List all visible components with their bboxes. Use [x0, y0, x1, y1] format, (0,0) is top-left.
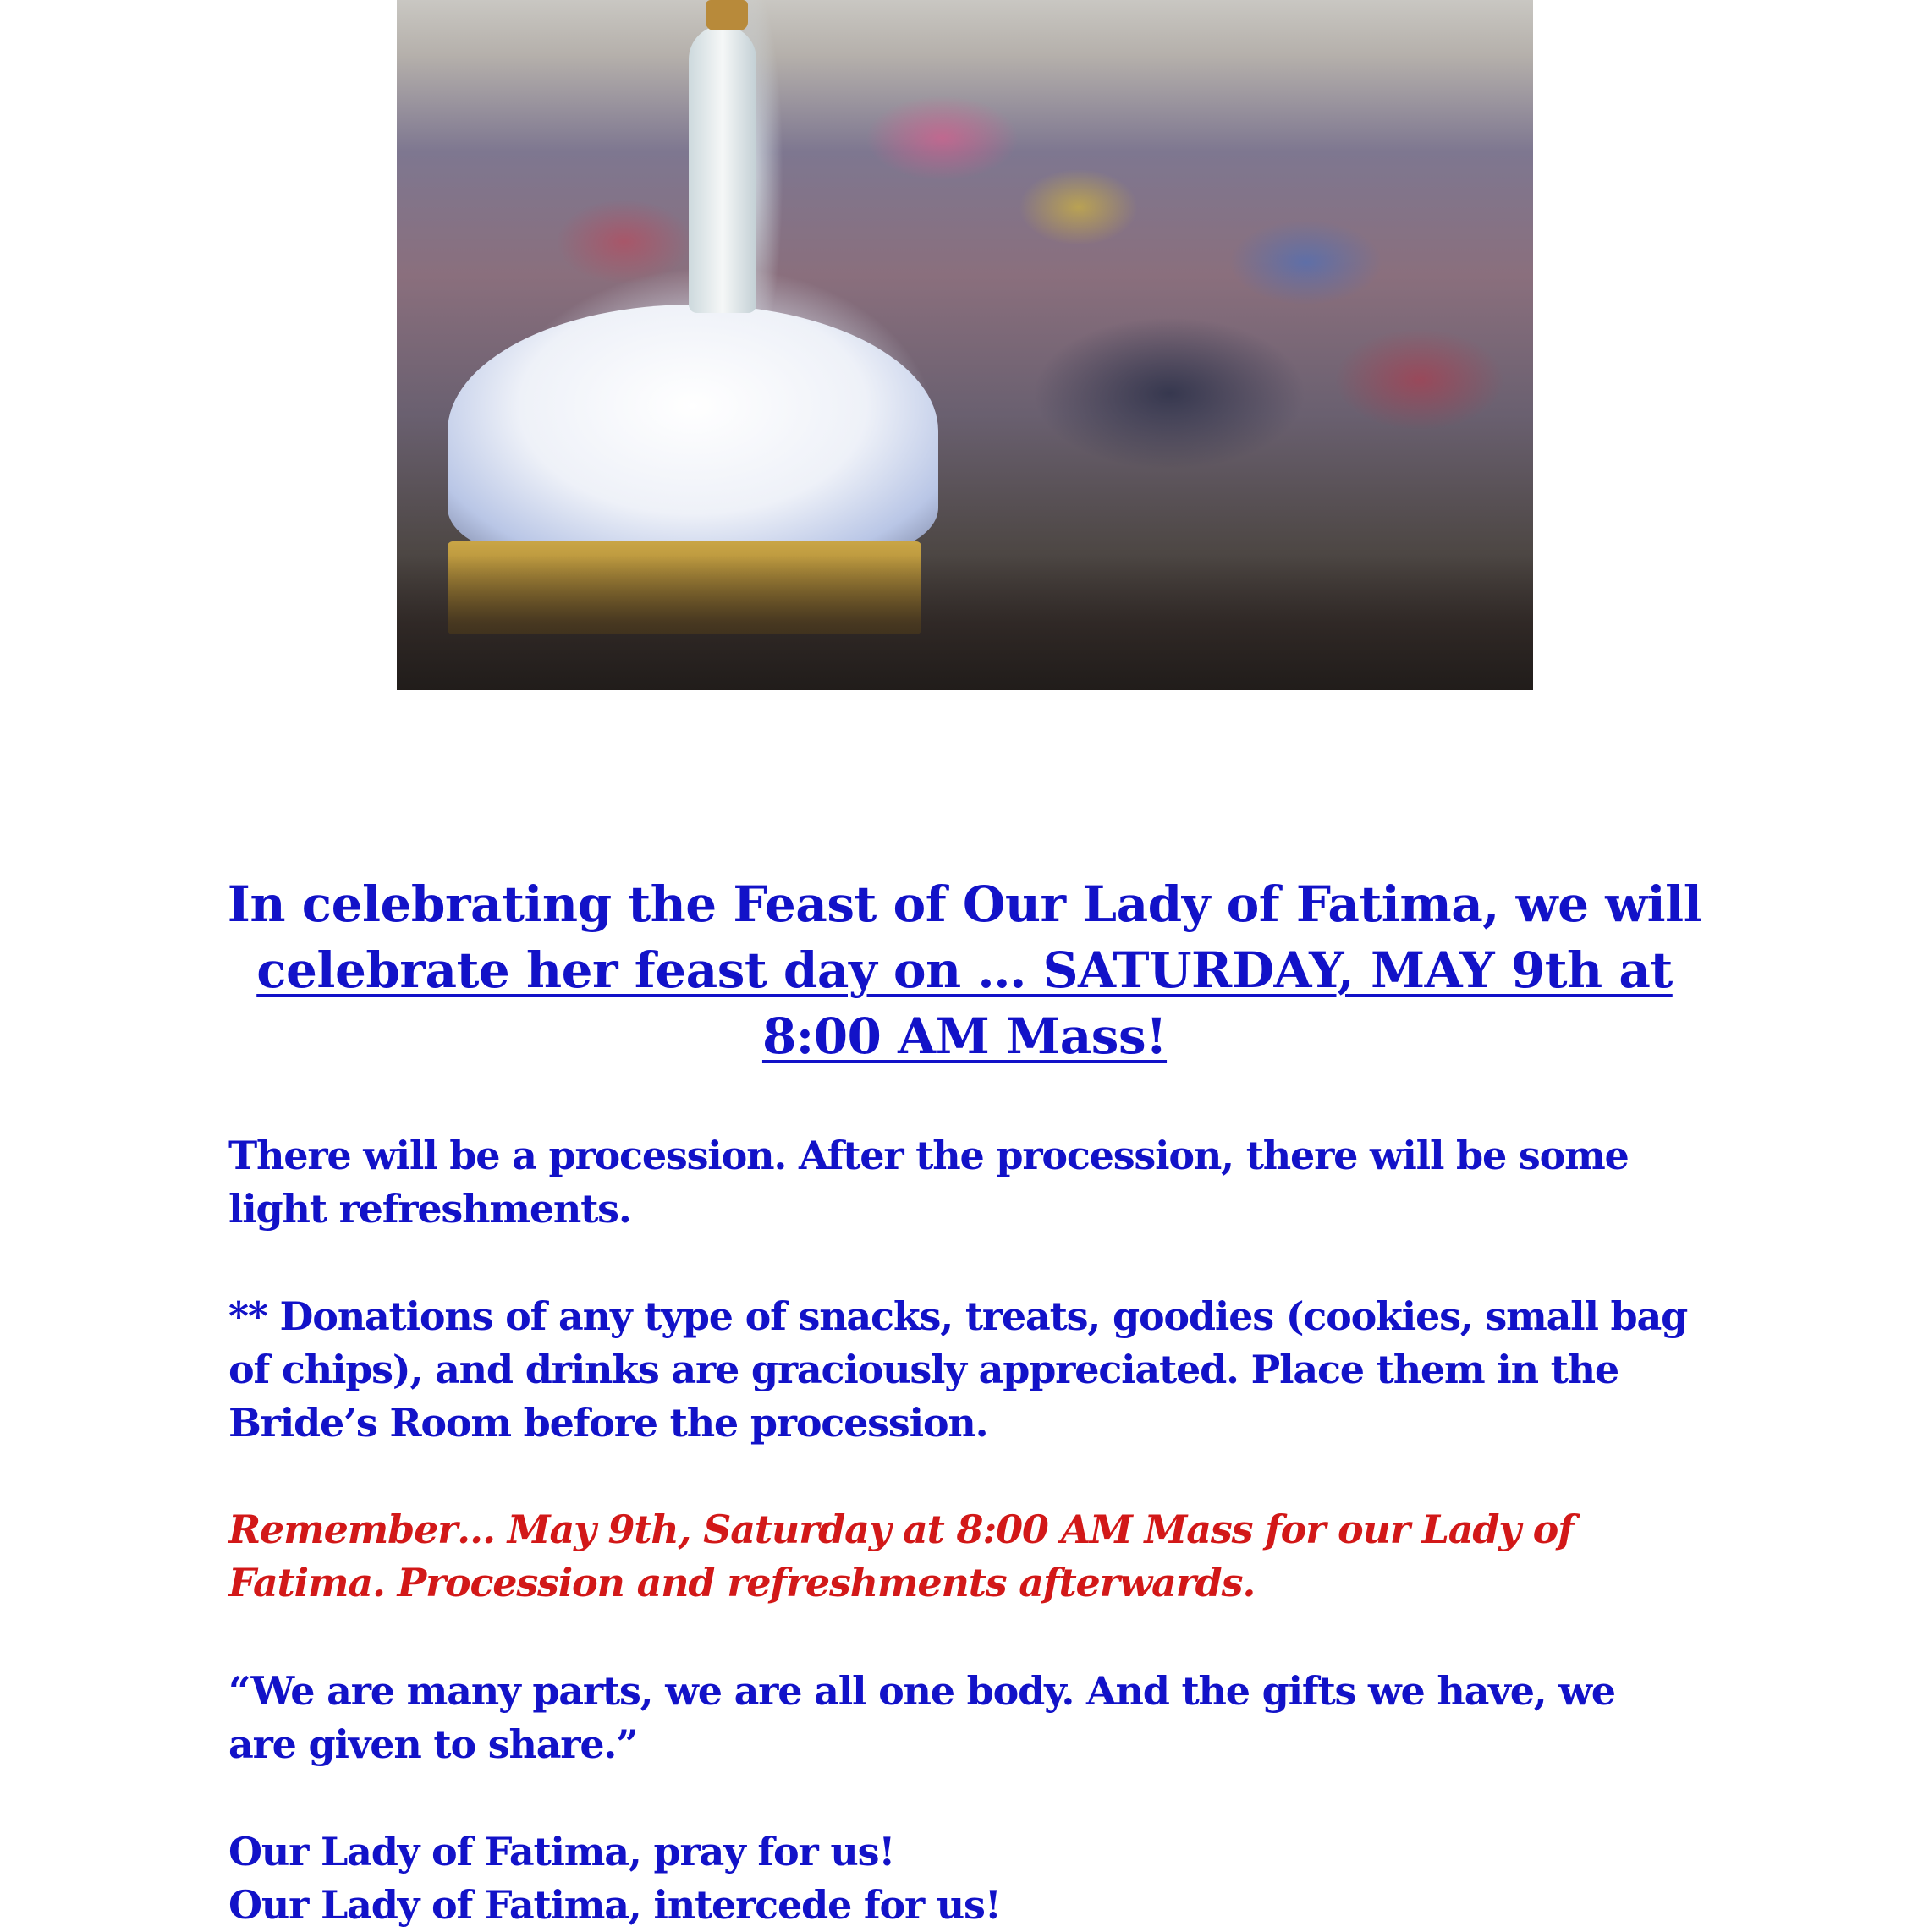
quote-line-2: are given to share.”: [228, 1721, 638, 1767]
procession-line-2: light refreshments.: [228, 1186, 631, 1232]
procession-line-1: There will be a procession. After the procession, there will be some: [228, 1133, 1629, 1178]
crowd-foreground: [397, 555, 1533, 690]
announcement-heading: [203, 871, 1726, 1069]
donations-line-2: of chips), and drinks are graciously appreciated. Place them in the: [228, 1347, 1618, 1392]
prayer-line-2: Our Lady of Fatima, intercede for us!: [228, 1882, 1001, 1928]
donations-line-3: Bride’s Room before the procession.: [228, 1400, 988, 1446]
reminder-paragraph: [228, 1503, 1717, 1610]
donations-line-1: ** Donations of any type of snacks, treats, goodies (cookies, small bag: [228, 1293, 1688, 1339]
heading-line-2: celebrate her feast day on … SATURDAY, MAY 9th at: [256, 941, 1673, 999]
reminder-line-2: Fatima. Procession and refreshments afterwards.: [228, 1560, 1256, 1605]
crown: [706, 0, 748, 30]
reminder-line-1: Remember… May 9th, Saturday at 8:00 AM Mass for our Lady of: [228, 1507, 1574, 1552]
fatima-procession-photo: [397, 0, 1533, 690]
heading-line-1: In celebrating the Feast of Our Lady of Fatima, we will: [227, 875, 1702, 933]
quote-line-1: “We are many parts, we are all one body. And the gifts we have, we: [228, 1668, 1615, 1714]
donations-paragraph: [228, 1290, 1717, 1450]
statue-figure: [689, 25, 756, 313]
heading-line-3: 8:00 AM Mass!: [761, 1007, 1168, 1065]
flower-float: [448, 305, 938, 558]
prayer-line-1: Our Lady of Fatima, pray for us!: [228, 1829, 895, 1874]
procession-paragraph: [228, 1129, 1717, 1236]
prayer-paragraph: [228, 1825, 1717, 1932]
quote-paragraph: [228, 1665, 1717, 1771]
